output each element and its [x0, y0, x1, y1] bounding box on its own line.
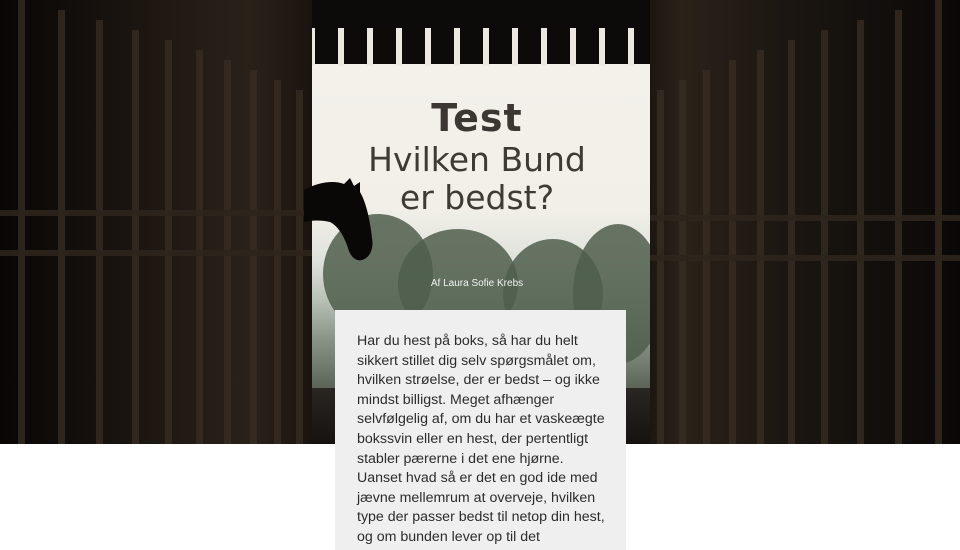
article-card	[335, 310, 626, 550]
stall-right	[650, 0, 960, 444]
article-intro: Har du hest på boks, så har du helt sikkert stillet dig selv spørgsmålet om, hvilken strøelse, der er bedst – og ikke mindst billigst. Meget afhænger selvfølgelig af, om du har et vaskeægte bokssvin eller en hest, der pertentligt stabler pærerne i det ene hjørne. Uanset hvad så er det en god ide med jævne mellemrum at overveje, hvilken type der passer bedst til netop din hest, og om bunden lever op til det	[357, 333, 605, 545]
page-subtitle-line2: er bedst?	[399, 178, 555, 217]
stall-left	[0, 0, 312, 444]
author-byline: Af Laura Sofie Krebs	[430, 278, 524, 289]
hero-title-block	[303, 96, 651, 216]
page-title: Test	[431, 96, 523, 140]
page-subtitle-line1: Hvilken Bund	[368, 140, 586, 179]
